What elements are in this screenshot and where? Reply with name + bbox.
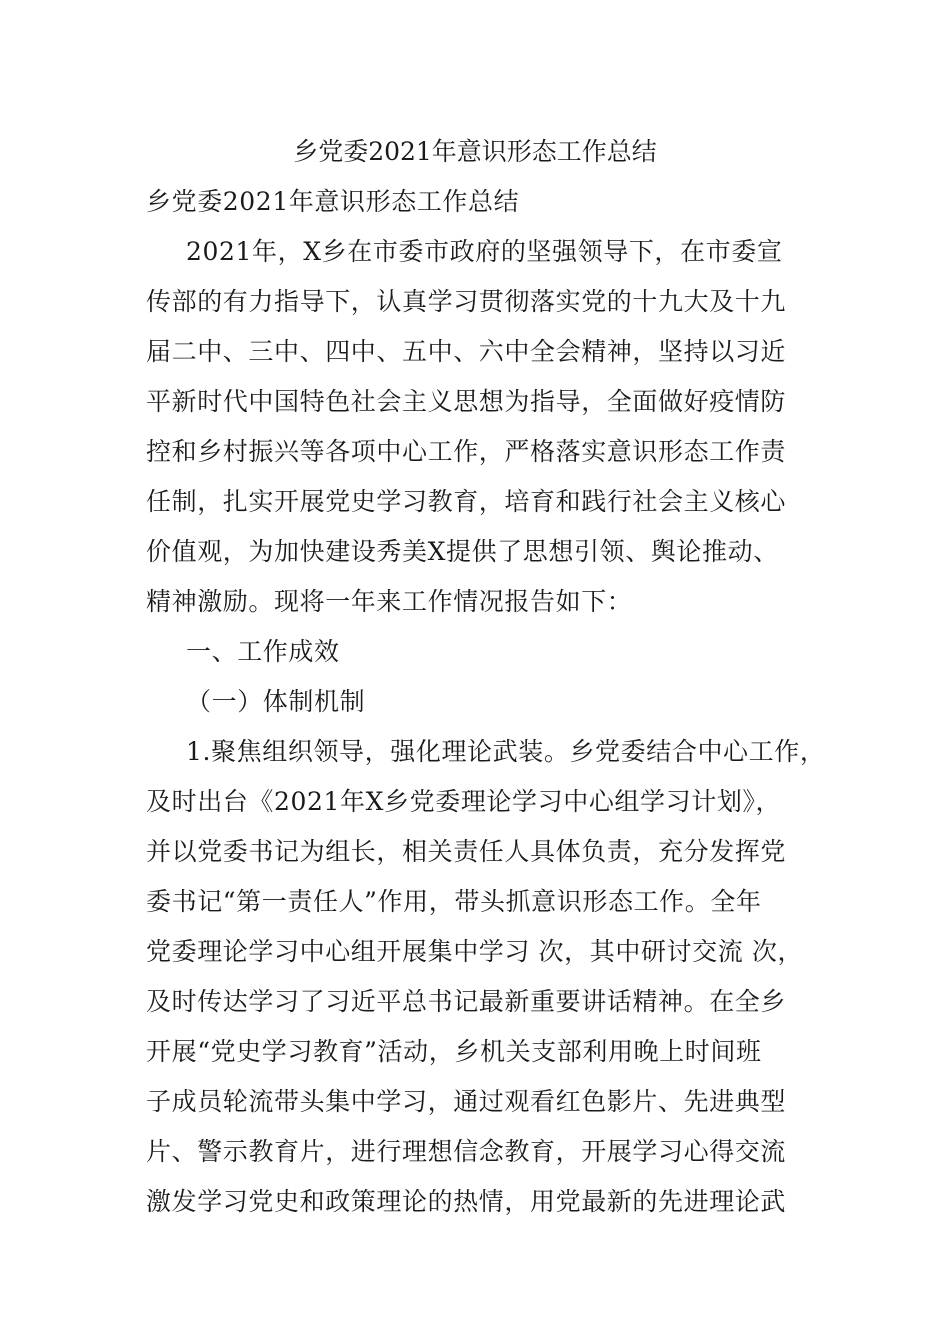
paragraph-line: 片、警示教育片，进行理想信念教育，开展学习心得交流	[146, 1137, 787, 1166]
document-subtitle: 乡党委2021年意识形态工作总结	[146, 187, 520, 216]
paragraph-line: 及时传达学习了习近平总书记最新重要讲话精神。在全乡	[146, 987, 787, 1016]
paragraph-line: 控和乡村振兴等各项中心工作，严格落实意识形态工作责	[146, 437, 787, 466]
paragraph-line: 传部的有力指导下，认真学习贯彻落实党的十九大及十九	[146, 287, 787, 316]
paragraph-line: 精神激励。现将一年来工作情况报告如下：	[146, 587, 633, 616]
paragraph-line: 届二中、三中、四中、五中、六中全会精神，坚持以习近	[146, 337, 787, 366]
paragraph-line: 并以党委书记为组长，相关责任人具体负责，充分发挥党	[146, 837, 787, 866]
paragraph-line: 开展“党史学习教育”活动，乡机关支部利用晚上时间班	[146, 1037, 762, 1066]
paragraph-line: 委书记“第一责任人”作用，带头抓意识形态工作。全年	[146, 887, 762, 916]
paragraph-line: 价值观，为加快建设秀美X提供了思想引领、舆论推动、	[146, 537, 779, 566]
paragraph-line: 任制，扎实开展党史学习教育，培育和践行社会主义核心	[146, 487, 787, 516]
section-heading: 一、工作成效	[186, 637, 340, 666]
paragraph-line: 1.聚焦组织领导，强化理论武装。乡党委结合中心工作，	[186, 737, 826, 766]
subsection-heading: （一）体制机制	[186, 687, 366, 716]
paragraph-line: 子成员轮流带头集中学习，通过观看红色影片、先进典型	[146, 1087, 787, 1116]
paragraph-line: 及时出台《2021年X乡党委理论学习中心组学习计划》，	[146, 787, 782, 816]
document-title: 乡党委2021年意识形态工作总结	[293, 137, 657, 166]
paragraph-line: 平新时代中国特色社会主义思想为指导，全面做好疫情防	[146, 387, 787, 416]
paragraph-line: 激发学习党史和政策理论的热情，用党最新的先进理论武	[146, 1187, 787, 1216]
paragraph-line: 党委理论学习中心组开展集中学习 次，其中研讨交流 次，	[146, 937, 804, 966]
paragraph-line: 2021年，X乡在市委市政府的坚强领导下，在市委宣	[186, 237, 783, 266]
